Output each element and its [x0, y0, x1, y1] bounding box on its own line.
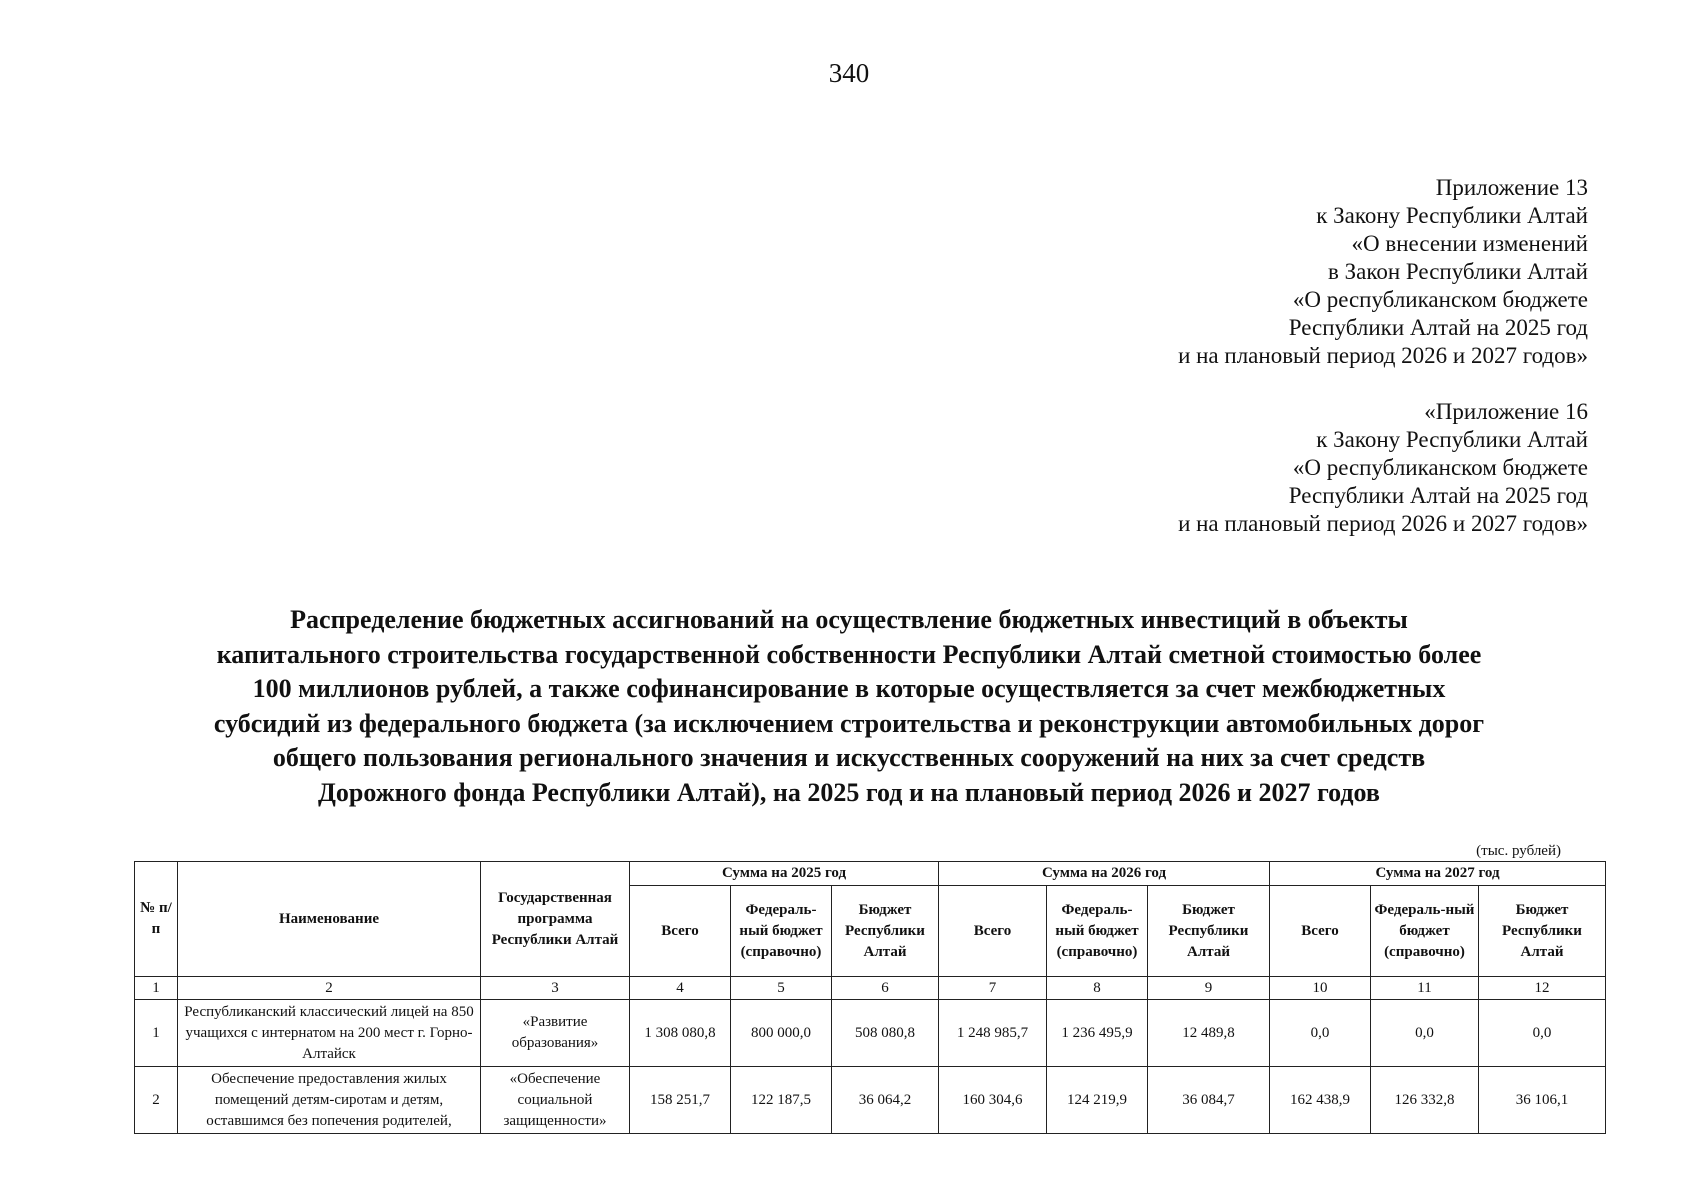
title-line: 100 миллионов рублей, а также софинансирование в которые осуществляется за счет межбюджетных	[252, 674, 1446, 703]
header-total-2026: Всего	[939, 886, 1047, 977]
column-number-row	[135, 977, 1606, 1000]
appendix-13-header	[1178, 174, 1588, 370]
row-value: 36 064,2	[832, 1067, 939, 1134]
title-line: субсидий из федерального бюджета (за исключением строительства и реконструкции автомобильных дорог	[213, 708, 1485, 738]
row-value: 0,0	[1479, 1000, 1606, 1067]
row-value: 36 084,7	[1148, 1067, 1270, 1134]
row-value: 162 438,9	[1270, 1067, 1371, 1134]
header-republic-2027: Бюджет Республики Алтай	[1479, 886, 1606, 977]
column-number: 11	[1371, 977, 1479, 1000]
appendix-line: к Закону Республики Алтай	[1316, 427, 1588, 452]
row-number: 1	[135, 1000, 178, 1067]
header-total-2025: Всего	[630, 886, 731, 977]
appendix-line: Приложение 13	[1435, 175, 1588, 200]
title-line: общего пользования регионального значения и искусственных сооружений на них за счет средств	[272, 743, 1426, 772]
row-value: 0,0	[1270, 1000, 1371, 1067]
appendix-line: «Приложение 16	[1424, 399, 1588, 424]
header-federal-2025: Федераль-ный бюджет (справочно)	[731, 886, 832, 977]
appendix-line: «О республиканском бюджете	[1292, 455, 1588, 480]
header-sum-2027: Сумма на 2027 год	[1270, 862, 1606, 886]
row-value: 508 080,8	[832, 1000, 939, 1067]
column-number: 12	[1479, 977, 1606, 1000]
appendix-line: и на плановый период 2026 и 2027 годов»	[1178, 343, 1588, 368]
row-value: 122 187,5	[731, 1067, 832, 1134]
appendix-line: Республики Алтай на 2025 год	[1288, 483, 1588, 508]
column-number: 6	[832, 977, 939, 1000]
table-header-row	[135, 862, 1606, 886]
table-row	[135, 1000, 1606, 1067]
header-program: Государственная программа Республики Алтай	[481, 862, 630, 977]
row-value: 160 304,6	[939, 1067, 1047, 1134]
row-program: «Обеспечение социальной защищенности»	[481, 1067, 630, 1134]
appendix-line: и на плановый период 2026 и 2027 годов»	[1178, 511, 1588, 536]
row-value: 158 251,7	[630, 1067, 731, 1134]
header-num: № п/п	[135, 862, 178, 977]
title-line: Распределение бюджетных ассигнований на осуществление бюджетных инвестиций в объекты	[290, 605, 1408, 634]
table-row	[135, 1067, 1606, 1134]
column-number: 4	[630, 977, 731, 1000]
row-value: 36 106,1	[1479, 1067, 1606, 1134]
header-total-2027: Всего	[1270, 886, 1371, 977]
column-number: 1	[135, 977, 178, 1000]
title-line: Дорожного фонда Республики Алтай), на 2025 год и на плановый период 2026 и 2027 годов	[318, 777, 1380, 807]
header-federal-2026: Федераль-ный бюджет (справочно)	[1047, 886, 1148, 977]
header-republic-2026: Бюджет Республики Алтай	[1148, 886, 1270, 977]
column-number: 8	[1047, 977, 1148, 1000]
document-title	[130, 603, 1568, 810]
row-name: Республиканский классический лицей на 850 учащихся с интернатом на 200 мест г. Горно-Алтайск	[178, 1000, 481, 1067]
header-name: Наименование	[178, 862, 481, 977]
page-number: 340	[828, 58, 870, 88]
budget-table	[134, 861, 1606, 1134]
column-number: 7	[939, 977, 1047, 1000]
row-value: 1 248 985,7	[939, 1000, 1047, 1067]
header-sum-2025: Сумма на 2025 год	[630, 862, 939, 886]
column-number: 3	[481, 977, 630, 1000]
appendix-line: Республики Алтай на 2025 год	[1288, 315, 1588, 340]
row-number: 2	[135, 1067, 178, 1134]
header-sum-2026: Сумма на 2026 год	[939, 862, 1270, 886]
appendix-line: к Закону Республики Алтай	[1316, 203, 1588, 228]
row-value: 126 332,8	[1371, 1067, 1479, 1134]
column-number: 9	[1148, 977, 1270, 1000]
title-line: капитального строительства государственной собственности Республики Алтай сметной стоимостью более	[216, 639, 1482, 669]
row-value: 124 219,9	[1047, 1067, 1148, 1134]
units-label: (тыс. рублей)	[1476, 843, 1561, 859]
row-value: 0,0	[1371, 1000, 1479, 1067]
row-value: 12 489,8	[1148, 1000, 1270, 1067]
header-republic-2025: Бюджет Республики Алтай	[832, 886, 939, 977]
row-name: Обеспечение предоставления жилых помещений детям-сиротам и детям, оставшимся без попечения родителей,	[178, 1067, 481, 1134]
row-value: 1 308 080,8	[630, 1000, 731, 1067]
row-value: 800 000,0	[731, 1000, 832, 1067]
row-value: 1 236 495,9	[1047, 1000, 1148, 1067]
header-federal-2027: Федераль-ный бюджет (справочно)	[1371, 886, 1479, 977]
column-number: 10	[1270, 977, 1371, 1000]
appendix-line: в Закон Республики Алтай	[1328, 259, 1588, 284]
column-number: 2	[178, 977, 481, 1000]
appendix-line: «О внесении изменений	[1351, 231, 1588, 256]
column-number: 5	[731, 977, 832, 1000]
appendix-16-header	[1178, 398, 1588, 538]
row-program: «Развитие образования»	[481, 1000, 630, 1067]
appendix-line: «О республиканском бюджете	[1292, 287, 1588, 312]
